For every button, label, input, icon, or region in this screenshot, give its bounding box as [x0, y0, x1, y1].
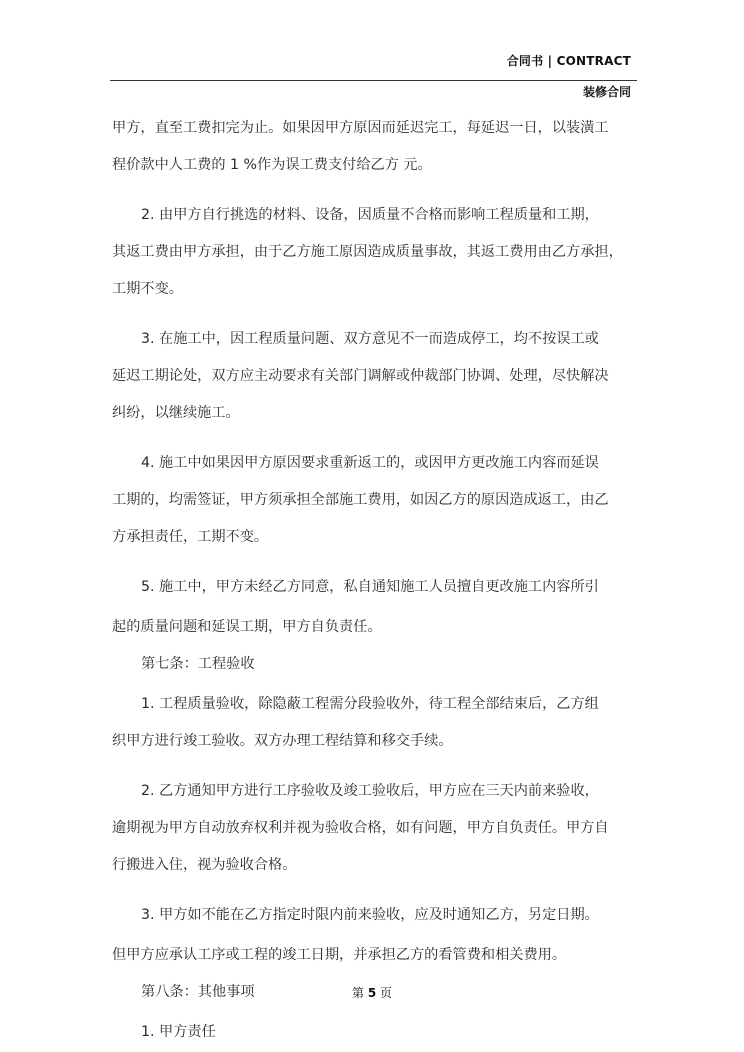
text-line: 逾期视为甲方自动放弃权利并视为验收合格，如有问题，甲方自负责任。甲方自 [112, 820, 609, 836]
text-line: 1. 工程质量验收，除隐蔽工程需分段验收外，待工程全部结束后，乙方组 [141, 696, 599, 712]
text-line: 2. 乙方通知甲方进行工序验收及竣工验收后，甲方应在三天内前来验收， [141, 783, 599, 799]
text-line: 程价款中人工费的 1 %作为误工费支付给乙方 元。 [112, 157, 432, 173]
text-line: 第七条：工程验收 [141, 656, 255, 672]
text-line: 行搬进入住，视为验收合格。 [112, 857, 297, 873]
page-number [0, 984, 744, 1001]
page-number-prefix: 第 [351, 986, 364, 1000]
text-line: 2. 由甲方自行挑选的材料、设备，因质量不合格而影响工程质量和工期， [141, 207, 599, 223]
header-title: 合同书 | CONTRACT [506, 54, 631, 68]
text-line: 工期不变。 [112, 281, 183, 297]
text-line: 4. 施工中如果因甲方原因要求重新返工的，或因甲方更改施工内容而延误 [141, 455, 599, 471]
text-line: 织甲方进行竣工验收。双方办理工程结算和移交手续。 [112, 733, 453, 749]
text-line: 3. 在施工中，因工程质量问题、双方意见不一而造成停工，均不按误工或 [141, 331, 599, 347]
text-line: 甲方，直至工费扣完为止。如果因甲方原因而延迟完工，每延迟一日，以装潢工 [112, 120, 609, 136]
text-line: 5. 施工中，甲方未经乙方同意，私自通知施工人员擅自更改施工内容所引 [141, 579, 599, 595]
text-line: 其返工费由甲方承担，由于乙方施工原因造成质量事故，其返工费用由乙方承担， [112, 244, 623, 260]
document-body [112, 118, 632, 1042]
text-line: 第八条：其他事项 [141, 984, 255, 1000]
page-number-value: 5 [367, 986, 377, 1000]
text-line: 3. 甲方如不能在乙方指定时限内前来验收，应及时通知乙方，另定日期。 [141, 907, 599, 923]
text-line: 工期的，均需签证，甲方须承担全部施工费用，如因乙方的原因造成返工，由乙 [112, 492, 609, 508]
text-line: 1. 甲方责任 [141, 1024, 216, 1040]
text-line: 起的质量问题和延误工期，甲方自负责任。 [112, 619, 382, 635]
header-subtitle: 装修合同 [582, 85, 631, 99]
text-line: 延迟工期论处，双方应主动要求有关部门调解或仲裁部门协调、处理，尽快解决 [112, 368, 609, 384]
text-line: 纠纷，以继续施工。 [112, 405, 240, 421]
page-number-suffix: 页 [380, 986, 393, 1000]
text-line: 方承担责任，工期不变。 [112, 529, 269, 545]
header-divider [110, 80, 637, 81]
text-line: 但甲方应承认工序或工程的竣工日期，并承担乙方的看管费和相关费用。 [112, 947, 567, 963]
